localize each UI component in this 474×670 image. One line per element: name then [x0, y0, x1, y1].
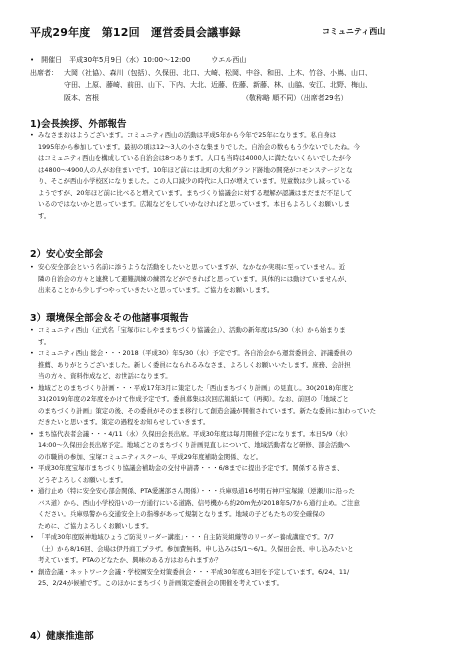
list-item [30, 567, 452, 590]
section-body [30, 130, 452, 222]
list-item [30, 383, 452, 429]
text-line: • 創造会議・ネットワーク会議・学校園安全対策委員会・・・平成30年度も3回を予定しています。6/24、11/ [38, 567, 350, 576]
text-line: • 通行止め（特に安全安心部会関係、PTA愛護部さん関係）・・・兵庫県道16号明石神戸宝塚線（逆瀬川に沿った [38, 487, 355, 495]
meeting-date: • 開催日 平成30年5月9日（水）10:00～12:00 ウエル西山 [30, 56, 247, 64]
section-body [30, 262, 452, 297]
list-item [30, 486, 452, 532]
attendees-text: 大岡（社協）、森川（包括）、久保田、北口、大崎、松岡、中谷、和田、上木、竹谷、小嶌、山口、 [64, 68, 372, 77]
section-body [30, 325, 452, 590]
text-line: ようですが、20年ほど前に比べると増えています。まちづくり協議会に対する理解が認識はまだまだ不足して [38, 188, 353, 197]
text-line: • コミュニティ西山（正式名「宝塚市にしやままちづくり協議会」）、活動の新年度は5/30（水）から始まりま [38, 326, 346, 334]
section-heading: 3）環境保全部会＆その他諸事項報告 [30, 313, 189, 324]
list-item [30, 463, 452, 486]
text-line: 31(2019)年度の2年度をかけて作成予定です。委員募集は次回広報紙にて（再掲）。なお、前回の「地域ごと [38, 395, 349, 403]
text-line: ために、ご協力よろしくお願いします。 [38, 521, 153, 530]
text-line: 推薦、ありがとうございました。新しく委員になられるみなさま、よろしくお願いいたします。庶務、会計担 [38, 360, 351, 369]
text-line: す。 [38, 337, 51, 346]
text-line: り、そこが西山小学校区になりました。この人口減少の時代に人口が増えています。児童数は少し減っている [38, 177, 351, 185]
text-line: • 「平成30年度阪神地域ひょうご防災リーダー講座」・・・自主防災組織等のリーダー養成講座です。7/7 [38, 533, 334, 541]
attendees-line [30, 67, 452, 80]
section-heading: 4）健康推進部 [30, 631, 94, 642]
text-line: 25、2/24が候補です。このほかにまちづくり計画策定委員会の開催を考えています。 [38, 579, 284, 587]
attendees-last: 阪本、宮根 [64, 93, 99, 102]
text-line: だきたいと思います。策定の過程をお知らせしていきます。 [38, 418, 210, 426]
text-line: 考えています。PTAのどなたか、興味のある方はおられますか？ [38, 556, 222, 564]
attendees-label: 出席者： [30, 68, 58, 77]
text-line: • 平成30年度宝塚市まちづくり協議会補助金の交付申請書・・・6/8までに提出予定です。関係する皆さま、 [38, 464, 344, 472]
text-line: のまちづくり計画」策定の後、その委員がそのまま移行して創造会議が開催されています。新たな委員に加わっていた [38, 406, 377, 415]
text-line: どうぞよろしくお願いします。 [38, 475, 127, 484]
text-line: 隣の自治会の方々と連携して避難訓練の練習などができればと思っています。具体的には動けていませんが、 [38, 274, 351, 283]
text-line: ください。兵庫県警から交通安全上の指導があって規制となります。地域の子どもたちの安全確保の [38, 510, 326, 518]
list-item [30, 325, 452, 348]
organization-name: コミュニティ西山 [322, 27, 386, 36]
text-line: 当の方々、資料作成など、お世話になります。 [38, 372, 172, 380]
list-item [30, 532, 452, 567]
attendees-note: （敬称略 順不同）（出席者29名） [242, 93, 348, 102]
text-line: • まち協代表者会議・・・4/11（水）久保田会長出席。平成30年度は毎月開催予定になります。本日5/9（水） [38, 429, 352, 438]
text-line: はコミュニティ西山を構成している自治会は8つあります。人口も当時は4000人に満たないくらいでしたが今 [38, 154, 352, 162]
text-line: • みなさまおはようございます。コミュニティ西山の活動は平成5年から今年で25年になります。私自身は [38, 131, 337, 139]
text-line: • コミュニティ西山 総会・・・2018（平成30）年5/30（水）予定です。各自治会から運営委員会、評議委員の [38, 349, 353, 357]
text-line: バス道）から、西山小学校沿いの一方通行にいる道路、信号機から約20m先が2018年5/7から通行止め。ご注意 [38, 498, 360, 507]
text-line: 14:00～久保田会長出席予定。地域ごとのまちづくり計画見直しについて、地域活動者など研修、部会活動へ [38, 441, 351, 449]
attendees-line: 守田、上原、藤崎、前田、山下、下内、大北、近藤、佐藤、新藤、林、山脇、安江、北野、梅山、 [64, 81, 372, 89]
meeting-info [30, 54, 452, 104]
text-line: 出来ることから少しずつやっていきたいと思っています。ご協力をお願いします。 [38, 286, 274, 294]
page-title: 平成29年度 第12回 運営委員会議事録 [30, 26, 241, 39]
text-line: の市職員の参加、宝塚コミュニティスクール、平成29年度補助金関係、など。 [38, 452, 263, 461]
text-line: す。 [38, 211, 51, 220]
section-heading: 1)会長挨拶、外部報告 [30, 119, 127, 130]
list-item [30, 130, 452, 222]
text-line: いるのではないかと思っています。広報などをしていかなければと思っています。本日もよろしくお願いしま [38, 200, 351, 208]
list-item [30, 262, 452, 297]
text-line: • 地域ごとのまちづくり計画・・・平成17年3月に策定した「西山まちづくり計画」の見直し。30(2018)年度と [38, 383, 355, 392]
header [30, 24, 444, 42]
attendees-line [30, 92, 452, 105]
text-line: （土）から8/16回、会場は伊丹商工プラザ。参加費無料。申し込みは5/1～6/1。久保田会長、申し込みたいと [38, 544, 354, 553]
text-line: は4800～4900人の人がお住まいです。10年ほど前には北町の大和グランド跡地の開発がコモンステージとな [38, 165, 353, 174]
section-heading: 2）安心安全部会 [30, 249, 104, 260]
list-item [30, 348, 452, 383]
text-line: 1995年から参加しています。最初の頃は12～3人の小さな集まりでした。自治会の数ももう少ないでしたね。今 [38, 142, 360, 151]
text-line: • 安心安全部会という名前に添うような活動をしたいと思っていますが、なかなか実現に至っていません。近 [38, 263, 346, 271]
list-item [30, 429, 452, 464]
